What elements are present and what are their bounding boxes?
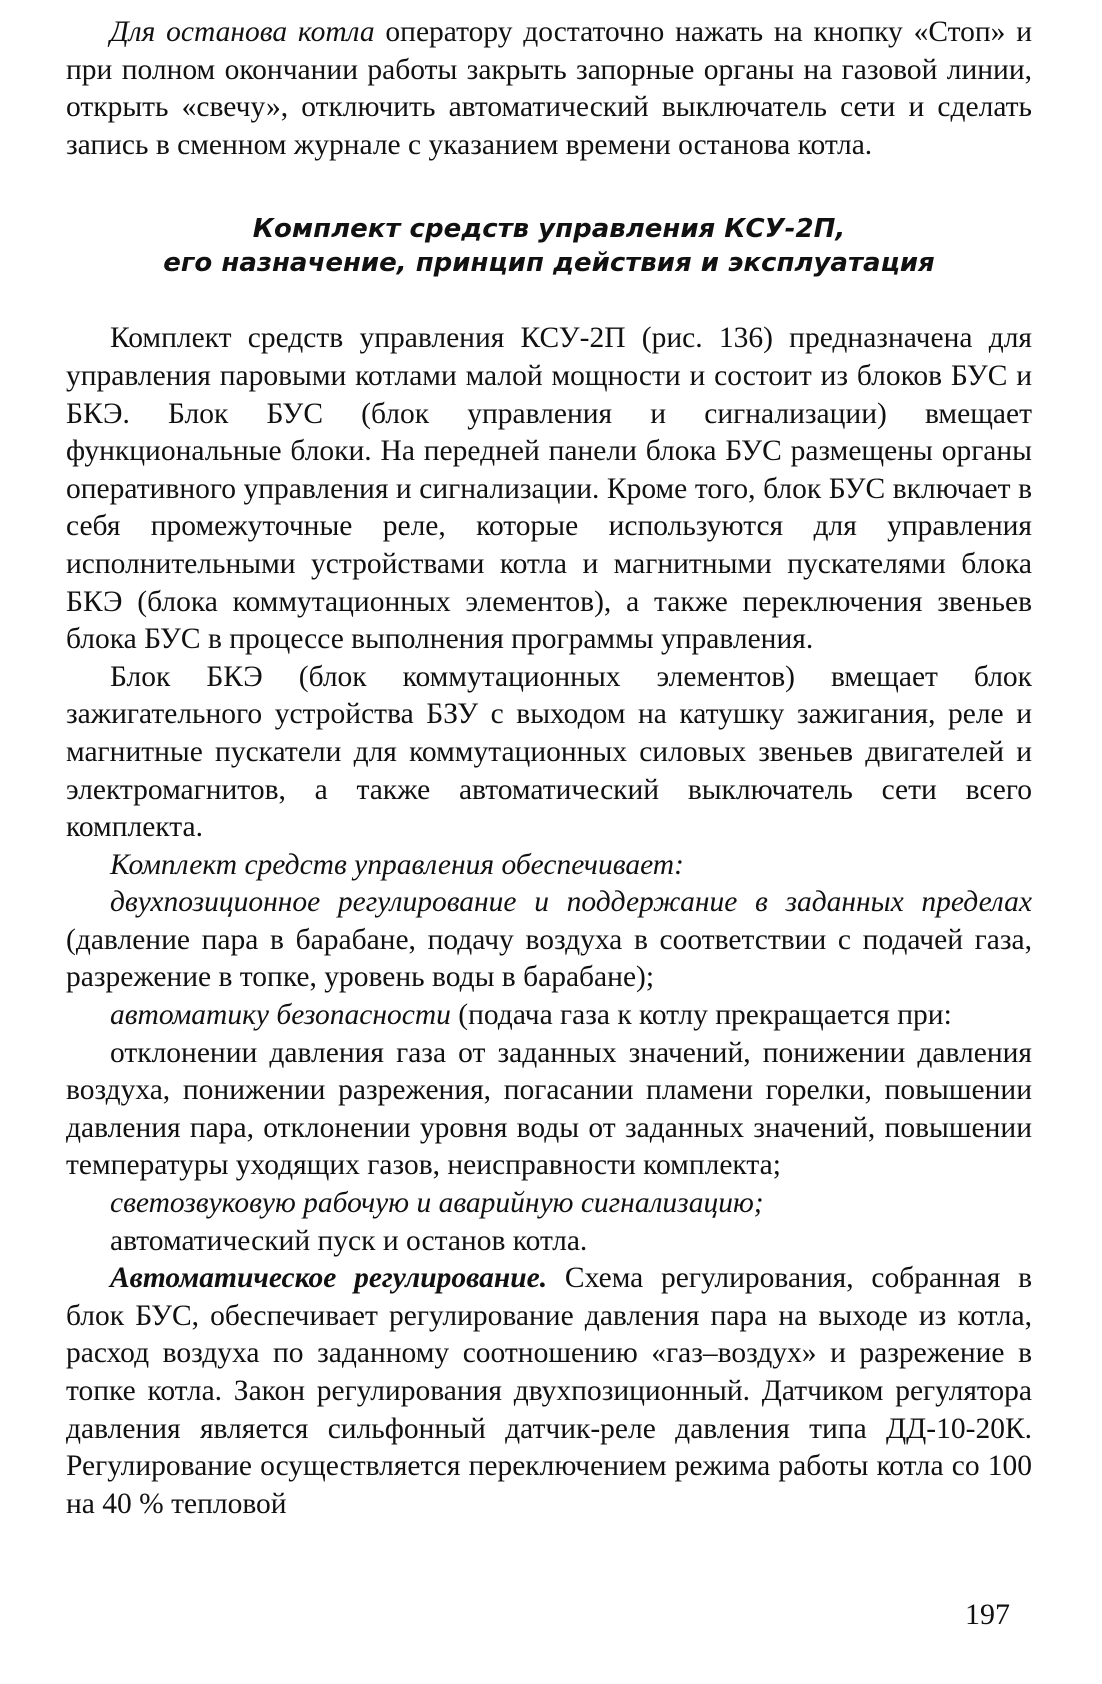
list-item-signaling bbox=[66, 1185, 1032, 1223]
section-heading bbox=[66, 212, 1032, 280]
italic-lead: светозвуковую рабочую и аварийную сигнализацию; bbox=[110, 1187, 764, 1220]
paragraph-safety-conditions: отклонении давления газа от заданных значений, понижении давления воздуха, понижении разрежения, погасании пламени горелки, повышении давления пара, отклонении уровня воды от заданных значений, повышении температуры уходящих газов, неисправности комплекта; bbox=[66, 1036, 1032, 1182]
heading-line-1: Комплект средств управления КСУ-2П, bbox=[252, 214, 846, 245]
paragraph-text: Схема регулирования, собранная в блок БУС, обеспечивает регулирование давления пара на выходе из котла, расход воздуха по заданному соотношению «газ–воздух» и разрежение в топке котла. Закон регулирования двухпозиционный. Датчиком регулятора давления является сильфонный датчик-реле давления типа ДД-10-20К. Регулирование осуществляется переключением режима работы котла со 100 на 40 % тепловой bbox=[66, 1262, 1032, 1520]
paragraph-text: (давление пара в барабане, подачу воздуха в соответствии с подачей газа, разрежение в топке, уровень воды в барабане); bbox=[66, 923, 1032, 994]
paragraph-bke-description: Блок БКЭ (блок коммутационных элементов) вмещает блок зажигательного устройства БЗУ с выходом на катушку зажигания, реле и магнитные пускатели для коммутационных силовых звеньев двигателей и электромагнитов, а также автоматический выключатель сети всего комплекта. bbox=[66, 660, 1032, 844]
italic-lead: Для останова котла bbox=[110, 16, 375, 48]
paragraph-text: оператору достаточно нажать на кнопку «Стоп» и при полном окончании работы закрыть запорные органы на газовой линии, открыть «свечу», отключить автоматический выключатель сети и сделать запись в сменном журнале с указанием времени останова котла. bbox=[66, 16, 1032, 161]
paragraph-boiler-stop bbox=[66, 14, 1032, 164]
list-item-auto-start: автоматический пуск и останов котла. bbox=[110, 1224, 588, 1257]
paragraph-text: (подача газа к котлу прекращается при: bbox=[450, 999, 952, 1032]
bold-italic-lead: Автоматическое регулирование. bbox=[110, 1262, 548, 1295]
italic-lead: двухпозиционное регулирование и поддержание в заданных пределах bbox=[110, 886, 1032, 919]
list-item-safety bbox=[66, 997, 1032, 1035]
paragraph-auto-regulation bbox=[66, 1260, 1032, 1523]
list-item-two-position bbox=[66, 884, 1032, 997]
paragraph-provides bbox=[66, 847, 1032, 885]
heading-line-2: его назначение, принцип действия и эксплуатация bbox=[163, 248, 935, 279]
paragraph-ksu-description: Комплект средств управления КСУ-2П (рис. 136) предназначена для управления паровыми котлами малой мощности и состоит из блоков БУС и БКЭ. Блок БУС (блок управления и сигнализации) вмещает функциональные блоки. На передней панели блока БУС размещены органы оперативного управления и сигнализации. Кроме того, блок БУС включает в себя промежуточные реле, которые используются для управления исполнительными устройствами котла и магнитными пускателями блока БКЭ (блока коммутационных элементов), а также переключения звеньев блока БУС в процессе выполнения программы управления. bbox=[66, 322, 1032, 656]
italic-lead: автоматику безопасности bbox=[110, 999, 451, 1032]
italic-lead: Комплект средств управления обеспечивает: bbox=[110, 848, 684, 881]
page-number: 197 bbox=[965, 1598, 1010, 1631]
